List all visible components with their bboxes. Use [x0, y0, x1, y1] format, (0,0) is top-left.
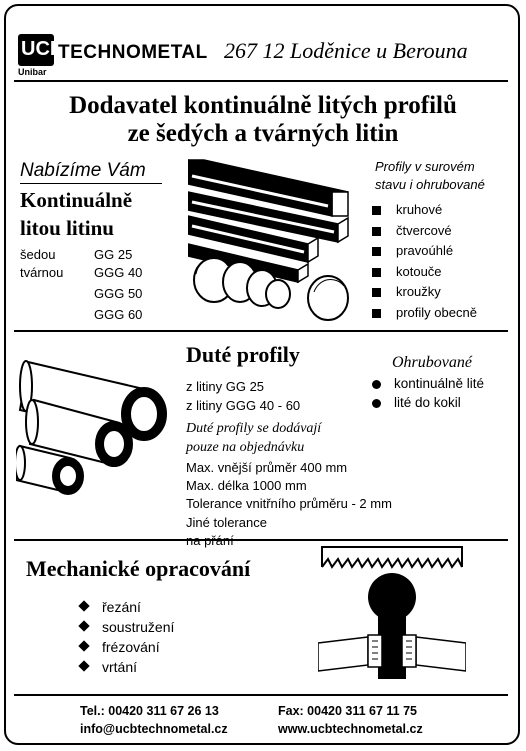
list-item: kontinuálně lité	[372, 374, 484, 393]
list-item: lité do kokil	[372, 393, 484, 412]
contact-web[interactable]: www.ucbtechnometal.cz	[278, 722, 423, 736]
divider	[14, 694, 508, 696]
offer-intro: Nabízíme Vám	[20, 160, 146, 181]
list-item: kruhové	[372, 200, 477, 221]
sub-brand: Unibar	[18, 67, 47, 77]
brand-name: TECHNOMETAL	[58, 42, 208, 63]
list-item: čtvercové	[372, 221, 477, 242]
machining-list	[80, 597, 174, 677]
divider	[14, 80, 508, 82]
spec-line: na přání	[186, 532, 234, 548]
list-item: vrtání	[80, 657, 174, 677]
divider	[14, 539, 508, 541]
machining-illustration	[318, 543, 466, 685]
spec-line: Jiné tolerance	[186, 514, 267, 530]
grade-gg25: GG 25	[94, 247, 133, 262]
cast-bars-illustration	[188, 158, 368, 322]
spec-line: Max. délka 1000 mm	[186, 478, 307, 494]
logo-mark: UCB	[21, 38, 65, 60]
contact-fax: Fax: 00420 311 67 11 75	[278, 704, 418, 718]
contact-phone: Tel.: 00420 311 67 26 13	[80, 704, 219, 718]
divider	[14, 330, 508, 332]
list-item: pravoúhlé	[372, 241, 477, 262]
grade-ggg50: GGG 50	[94, 286, 143, 301]
company-logo	[18, 34, 65, 66]
list-item: frézování	[80, 637, 174, 657]
grade-ggg60: GGG 60	[94, 307, 143, 322]
list-item: kroužky	[372, 282, 477, 303]
list-item: řezání	[80, 597, 174, 617]
material-ductile: tvárnou	[20, 265, 64, 280]
list-item: kotouče	[372, 262, 477, 283]
hollow-title: Duté profily	[186, 342, 300, 367]
material-grey: šedou	[20, 247, 56, 262]
contact-email[interactable]: info@ucbtechnometal.cz	[80, 722, 228, 736]
spec-line: Tolerance vnitřního průměru - 2 mm	[186, 496, 392, 512]
offer-title: Kontinuálně litou litinu	[20, 188, 133, 240]
hollow-tubes-illustration	[16, 352, 174, 502]
company-address: 267 12 Loděnice u Berouna	[224, 38, 468, 63]
headline-line-1: Dodavatel kontinuálně litých profilů	[69, 92, 457, 119]
list-item: profily obecně	[372, 303, 477, 324]
list-item: soustružení	[80, 617, 174, 637]
hollow-material-2: z litiny GGG 40 - 60	[186, 398, 301, 413]
profiles-title: Profily v surovém stavu i ohrubované	[375, 159, 485, 192]
hollow-specs	[186, 459, 392, 550]
rough-list	[372, 374, 484, 412]
offer-underline	[20, 183, 162, 184]
hollow-note: Duté profily se dodávají pouze na objednávku	[186, 421, 322, 455]
hollow-material-1: z litiny GG 25	[186, 379, 265, 394]
profiles-list	[372, 200, 477, 323]
machining-title: Mechanické opracování	[26, 556, 251, 581]
headline-line-2: ze šedých a tvárných litin	[127, 120, 399, 147]
rough-title: Ohrubované	[392, 354, 472, 371]
grade-ggg40: GGG 40	[94, 265, 143, 280]
spec-line: Max. vnější průměr 400 mm	[186, 460, 348, 475]
